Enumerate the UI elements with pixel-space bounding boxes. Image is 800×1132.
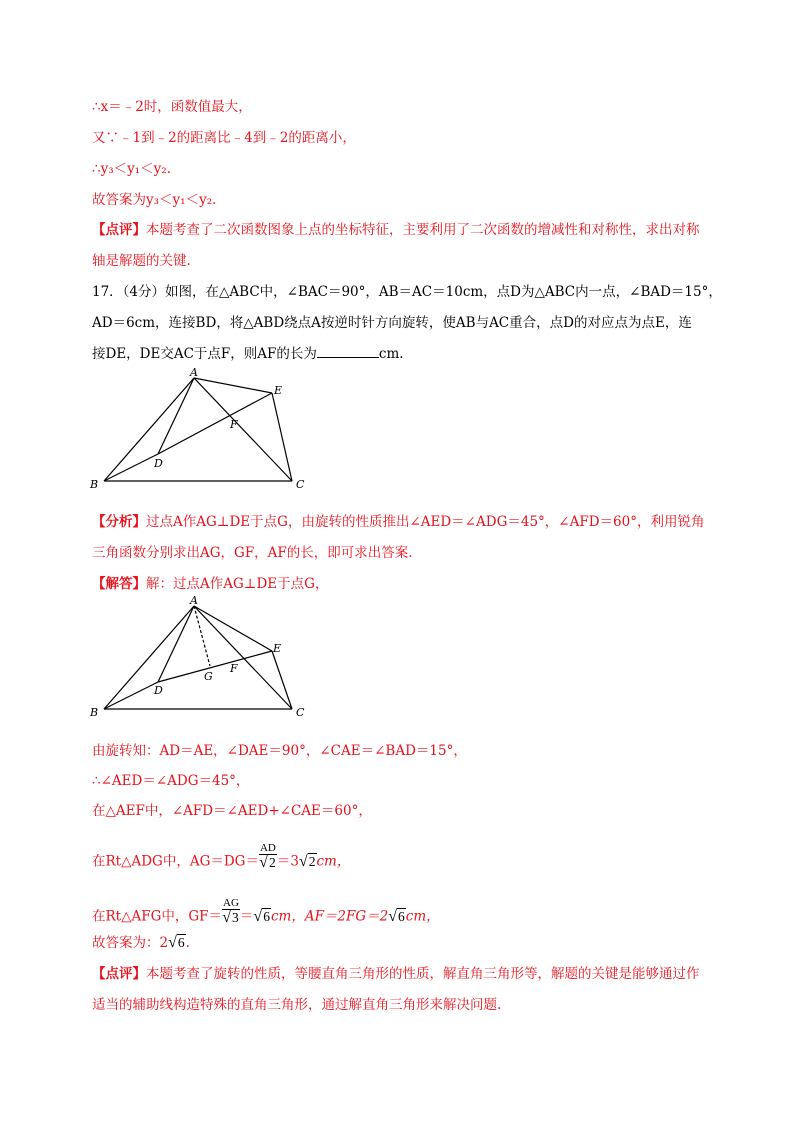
fraction: $\frac{AD}{√2}$ (259, 842, 276, 871)
radicand: 6 (398, 908, 405, 924)
step-text: . (185, 935, 190, 951)
label-C: C (296, 478, 305, 491)
solution-step (92, 897, 440, 931)
label-A: A (190, 596, 198, 607)
radicand: 6 (263, 908, 270, 924)
radical: √6 (388, 907, 405, 925)
analysis-tag: 【分析】 (92, 514, 146, 530)
text-line: 故答案为y₃＜y₁＜y₂. (92, 192, 217, 208)
question-text-part: 接DE，DE交AC于点F，则AF的长为 (92, 346, 317, 362)
radical: √6 (253, 907, 270, 925)
label-B: B (90, 478, 99, 491)
solution-line (92, 575, 328, 593)
label-D: D (154, 684, 163, 697)
comment-text: 本题考查了二次函数图象上点的坐标特征，主要利用了二次函数的增减性和对称性，求出对称 (146, 222, 700, 238)
radicand: 2 (308, 853, 316, 869)
solution-step: 由旋转知：AD＝AE，∠DAE＝90°，∠CAE＝∠BAD＝15°， (92, 743, 467, 759)
step-text: ＝3 (276, 853, 299, 870)
comment-tag: 【点评】 (92, 966, 146, 982)
solution-step: 在△AEF中，∠AFD＝∠AED+∠CAE＝60°， (92, 803, 372, 819)
solution-step (92, 842, 351, 876)
step-text: 在Rt△AFG中，GF＝ (92, 908, 223, 925)
answer-blank (317, 345, 379, 358)
label-A: A (190, 368, 198, 379)
step-unit: cm， (316, 853, 351, 870)
label-C: C (296, 706, 305, 719)
text-line: ∴y₃＜y₁＜y₂. (92, 161, 171, 177)
text-line: ∴x＝﹣2时，函数值最大， (92, 99, 252, 115)
analysis-line (92, 513, 704, 531)
comment-text: 本题考查了旋转的性质，等腰直角三角形的性质，解直角三角形等，解题的关键是能够通过作 (146, 966, 700, 982)
fraction-denominator: 2 (268, 855, 276, 870)
radicand: 6 (177, 935, 185, 950)
label-D: D (154, 457, 163, 470)
radical: √6 (168, 934, 185, 951)
solution-tag: 【解答】 (92, 576, 146, 592)
question-text: AD＝6cm，连接BD，将△ABD绕点A按逆时针方向旋转，使AB与AC重合，点D的对应点为点E，连 (92, 315, 692, 331)
question-unit: cm. (378, 346, 404, 362)
triangle-figure (84, 368, 314, 492)
analysis-text: 过点A作AG⊥DE于点G，由旋转的性质推出∠AED＝∠ADG＝45°，∠AFD＝60°，利用锐角 (146, 514, 705, 530)
solution-step: ∴∠AED＝∠ADG＝45°， (92, 773, 250, 789)
step-text: 在Rt△ADG中，AG＝DG＝ (92, 853, 259, 870)
analysis-line: 三角函数分别求出AG，GF，AF的长，即可求出答案. (92, 545, 413, 561)
triangle-figure-with-altitude (84, 596, 314, 720)
fraction: $\frac{AG}{√3}$ (222, 897, 239, 926)
step-text: cm，AF＝2FG＝2 (270, 908, 389, 925)
fraction-numerator: AD (259, 842, 276, 854)
fraction-numerator: AG (223, 897, 239, 909)
label-F: F (230, 418, 238, 431)
label-E: E (274, 384, 283, 397)
text-line: 又∵﹣1到﹣2的距离比﹣4到﹣2的距离小， (92, 130, 356, 146)
question-text: 17．（4分）如图，在△ABC中，∠BAC＝90°，AB＝AC＝10cm，点D为△ABC内一点，∠BAD＝15°， (92, 284, 722, 300)
comment-tag: 【点评】 (92, 222, 146, 238)
radical: √2 (298, 852, 316, 870)
question-text (92, 345, 404, 363)
label-B: B (90, 706, 99, 719)
solution-text: 解：过点A作AG⊥DE于点G， (146, 576, 329, 592)
fraction-denominator: 3 (231, 910, 239, 925)
comment-line: 适当的辅助线构造特殊的直角三角形，通过解直角三角形来解决问题. (92, 997, 502, 1013)
label-F: F (230, 662, 238, 675)
text-line: 轴是解题的关键. (92, 253, 191, 269)
label-E: E (273, 642, 282, 655)
step-text: ＝ (239, 908, 254, 925)
comment-line (92, 965, 700, 983)
step-text: 故答案为：2 (92, 935, 169, 951)
comment-line (92, 221, 700, 239)
label-G: G (204, 670, 213, 683)
step-unit: cm， (405, 908, 440, 925)
solution-step (92, 934, 190, 952)
